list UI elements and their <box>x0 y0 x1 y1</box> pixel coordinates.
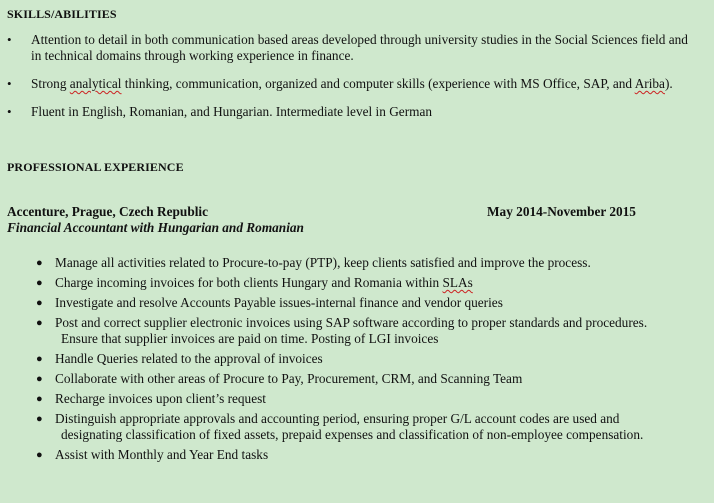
list-item <box>0 351 700 367</box>
duty-text: Manage all activities related to Procure-to-pay (PTP), keep clients satisfied and improve the process. <box>55 255 591 270</box>
list-item <box>0 371 700 387</box>
skill-text: Fluent in English, Romanian, and Hungarian. Intermediate level in German <box>31 104 433 119</box>
duty-text: Assist with Monthly and Year End tasks <box>55 447 269 462</box>
bullet-icon: ● <box>36 257 43 269</box>
skill-text: Attention to detail in both communication based areas developed through university studies in the Social Sciences field and in technical domains through working experience in finance. <box>31 32 688 63</box>
list-item <box>0 411 700 443</box>
job-title: Financial Accountant with Hungarian and Romanian <box>7 220 304 235</box>
spellcheck-mark: SLAs <box>442 275 473 290</box>
duty-text-continued: Ensure that supplier invoices are paid on time. Posting of LGI invoices <box>61 331 439 346</box>
company-name: Accenture, Prague, Czech Republic <box>7 204 209 219</box>
list-item <box>0 295 700 311</box>
skill-text: Strong analytical thinking, communication, organized and computer skills (experience with MS Office, SAP, and Ariba). <box>31 76 673 91</box>
skills-heading: SKILLS/ABILITIES <box>7 7 117 21</box>
duty-text-continued: designating classification of fixed assets, prepaid expenses and classification of non-employee compensation. <box>61 427 644 442</box>
employment-dates: May 2014-November 2015 <box>487 204 636 219</box>
duty-text: Collaborate with other areas of Procure to Pay, Procurement, CRM, and Scanning Team <box>55 371 523 386</box>
bullet-icon: ● <box>36 317 43 329</box>
duty-text: Recharge invoices upon client’s request <box>55 391 266 406</box>
duty-text: Investigate and resolve Accounts Payable issues-internal finance and vendor queries <box>55 295 503 310</box>
duty-text: Post and correct supplier electronic invoices using SAP software according to proper standards and procedures. <box>55 315 648 330</box>
job-header <box>7 204 647 220</box>
list-item <box>0 275 700 291</box>
spellcheck-mark: Ariba <box>634 76 665 91</box>
experience-heading: PROFESSIONAL EXPERIENCE <box>7 160 184 174</box>
list-item <box>0 76 700 92</box>
list-item <box>0 104 700 120</box>
bullet-icon: ● <box>36 297 43 309</box>
bullet-icon: ● <box>36 449 43 461</box>
bullet-icon: ● <box>36 277 43 289</box>
bullet-icon: ● <box>36 413 43 425</box>
list-item <box>0 315 700 347</box>
list-item <box>0 255 700 271</box>
duty-text: Distinguish appropriate approvals and accounting period, ensuring proper G/L account codes are used and <box>55 411 620 426</box>
skills-list <box>0 32 700 120</box>
list-item <box>0 32 700 64</box>
bullet-icon: • <box>7 76 12 91</box>
bullet-icon: ● <box>36 373 43 385</box>
bullet-icon: • <box>7 32 12 47</box>
list-item <box>0 391 700 407</box>
list-item <box>0 447 700 463</box>
duty-text: Handle Queries related to the approval of invoices <box>55 351 323 366</box>
duties-list <box>0 255 700 467</box>
bullet-icon: ● <box>36 353 43 365</box>
spellcheck-mark: analytical <box>69 76 122 91</box>
bullet-icon: • <box>7 104 12 119</box>
bullet-icon: ● <box>36 393 43 405</box>
duty-text: Charge incoming invoices for both clients Hungary and Romania within SLAs <box>55 275 473 290</box>
